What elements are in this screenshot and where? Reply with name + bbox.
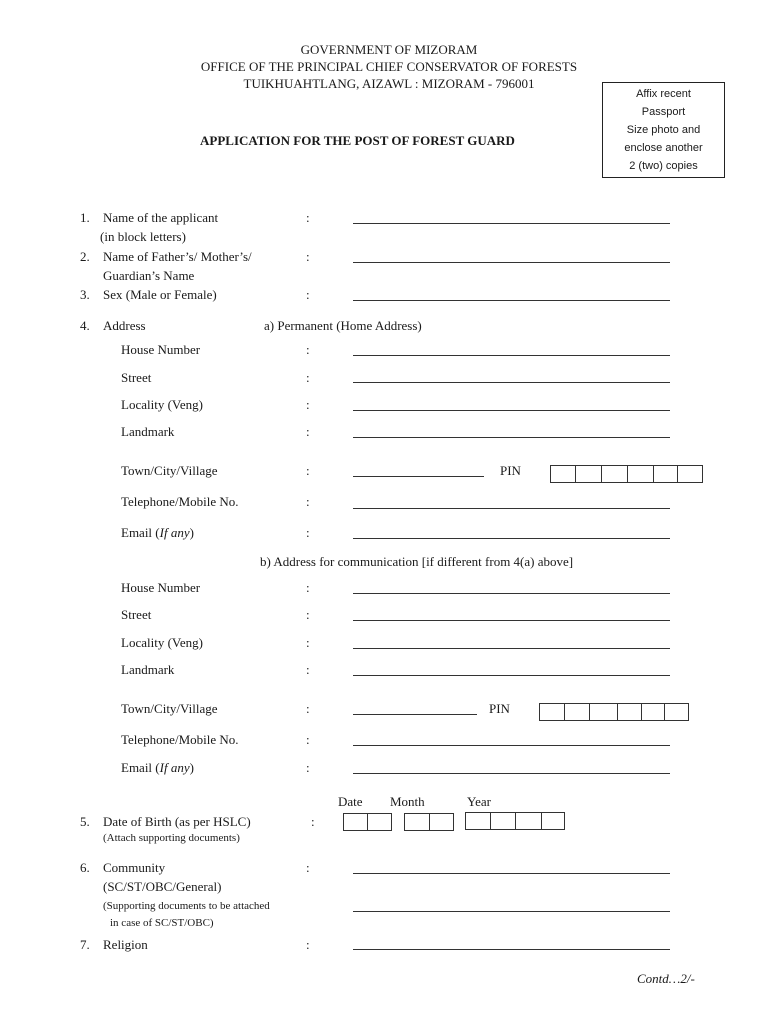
- communication-email-field[interactable]: [353, 773, 670, 774]
- name-field[interactable]: [353, 223, 670, 224]
- photo-box-line: Affix recent: [636, 88, 691, 100]
- item-number: 4.: [80, 318, 90, 333]
- community-document-field[interactable]: [353, 911, 670, 912]
- father-sublabel: Guardian’s Name: [103, 268, 195, 283]
- colon: :: [306, 370, 310, 385]
- photo-box-line: 2 (two) copies: [629, 160, 698, 172]
- colon: :: [306, 525, 310, 540]
- dob-sublabel: (Attach supporting documents): [103, 832, 240, 844]
- permanent-street-field[interactable]: [353, 382, 670, 383]
- photo-box-line: Passport: [641, 106, 686, 118]
- communication-pin-boxes[interactable]: [539, 703, 689, 721]
- name-sublabel: (in block letters): [100, 229, 186, 244]
- house-number-label: House Number: [121, 580, 201, 595]
- email-label: Email (If any): [121, 525, 194, 540]
- dob-year-boxes[interactable]: [465, 812, 565, 830]
- colon: :: [306, 732, 310, 747]
- dob-date-boxes[interactable]: [343, 813, 392, 831]
- community-field[interactable]: [353, 873, 670, 874]
- permanent-town-field[interactable]: [353, 476, 484, 477]
- header-address: TUIKHUAHTLANG, AIZAWL : MIZORAM - 796001: [243, 76, 535, 91]
- religion-field[interactable]: [353, 949, 670, 950]
- landmark-label: Landmark: [121, 424, 175, 439]
- colon: :: [306, 860, 310, 875]
- colon: :: [306, 342, 310, 357]
- item-number: 1.: [80, 210, 90, 225]
- permanent-house-field[interactable]: [353, 355, 670, 356]
- sex-label: Sex (Male or Female): [103, 287, 217, 302]
- colon: :: [306, 424, 310, 439]
- pin-label: PIN: [489, 701, 510, 716]
- address-label: Address: [103, 318, 146, 333]
- locality-label: Locality (Veng): [121, 397, 203, 412]
- colon: :: [306, 249, 310, 264]
- pin-label: PIN: [500, 463, 521, 478]
- permanent-phone-field[interactable]: [353, 508, 670, 509]
- communication-house-field[interactable]: [353, 593, 670, 594]
- colon: :: [306, 760, 310, 775]
- religion-label: Religion: [103, 937, 148, 952]
- permanent-locality-field[interactable]: [353, 410, 670, 411]
- locality-label: Locality (Veng): [121, 635, 203, 650]
- community-options: (SC/ST/OBC/General): [103, 879, 222, 894]
- colon: :: [306, 210, 310, 225]
- communication-locality-field[interactable]: [353, 648, 670, 649]
- street-label: Street: [121, 370, 152, 385]
- item-number: 2.: [80, 249, 90, 264]
- photo-box-line: enclose another: [624, 142, 703, 154]
- community-sublabel: in case of SC/ST/OBC): [110, 917, 214, 929]
- colon: :: [306, 580, 310, 595]
- dob-label: Date of Birth (as per HSLC): [103, 814, 251, 829]
- communication-street-field[interactable]: [353, 620, 670, 621]
- communication-landmark-field[interactable]: [353, 675, 670, 676]
- item-number: 5.: [80, 814, 90, 829]
- communication-address-heading: b) Address for communication [if different from 4(a) above]: [260, 554, 574, 569]
- phone-label: Telephone/Mobile No.: [121, 732, 239, 747]
- sex-field[interactable]: [353, 300, 670, 301]
- colon: :: [306, 397, 310, 412]
- town-label: Town/City/Village: [121, 463, 218, 478]
- permanent-email-field[interactable]: [353, 538, 670, 539]
- community-sublabel: (Supporting documents to be attached: [103, 900, 270, 912]
- permanent-landmark-field[interactable]: [353, 437, 670, 438]
- email-label: Email (If any): [121, 760, 194, 775]
- dob-date-heading: Date: [338, 794, 363, 809]
- phone-label: Telephone/Mobile No.: [121, 494, 239, 509]
- house-number-label: House Number: [121, 342, 201, 357]
- colon: :: [311, 814, 315, 829]
- item-number: 6.: [80, 860, 90, 875]
- photo-box-line: Size photo and: [626, 124, 701, 136]
- landmark-label: Landmark: [121, 662, 175, 677]
- name-label: Name of the applicant: [103, 210, 219, 225]
- colon: :: [306, 463, 310, 478]
- header-government: GOVERNMENT OF MIZORAM: [300, 42, 478, 57]
- town-label: Town/City/Village: [121, 701, 218, 716]
- continued-note: Contd…2/-: [637, 971, 695, 986]
- header-office: OFFICE OF THE PRINCIPAL CHIEF CONSERVATOR OF FORESTS: [200, 59, 578, 74]
- communication-phone-field[interactable]: [353, 745, 670, 746]
- dob-month-boxes[interactable]: [404, 813, 454, 831]
- colon: :: [306, 287, 310, 302]
- street-label: Street: [121, 607, 152, 622]
- colon: :: [306, 701, 310, 716]
- photo-box[interactable]: [602, 82, 725, 178]
- item-number: 7.: [80, 937, 90, 952]
- colon: :: [306, 937, 310, 952]
- colon: :: [306, 662, 310, 677]
- permanent-address-heading: a) Permanent (Home Address): [264, 318, 422, 333]
- item-number: 3.: [80, 287, 90, 302]
- permanent-pin-boxes[interactable]: [550, 465, 703, 483]
- father-label: Name of Father’s/ Mother’s/: [103, 249, 252, 264]
- community-label: Community: [103, 860, 166, 875]
- dob-month-heading: Month: [390, 794, 425, 809]
- colon: :: [306, 635, 310, 650]
- father-name-field[interactable]: [353, 262, 670, 263]
- colon: :: [306, 494, 310, 509]
- communication-town-field[interactable]: [353, 714, 477, 715]
- dob-year-heading: Year: [467, 794, 491, 809]
- form-title: APPLICATION FOR THE POST OF FOREST GUARD: [200, 133, 515, 148]
- colon: :: [306, 607, 310, 622]
